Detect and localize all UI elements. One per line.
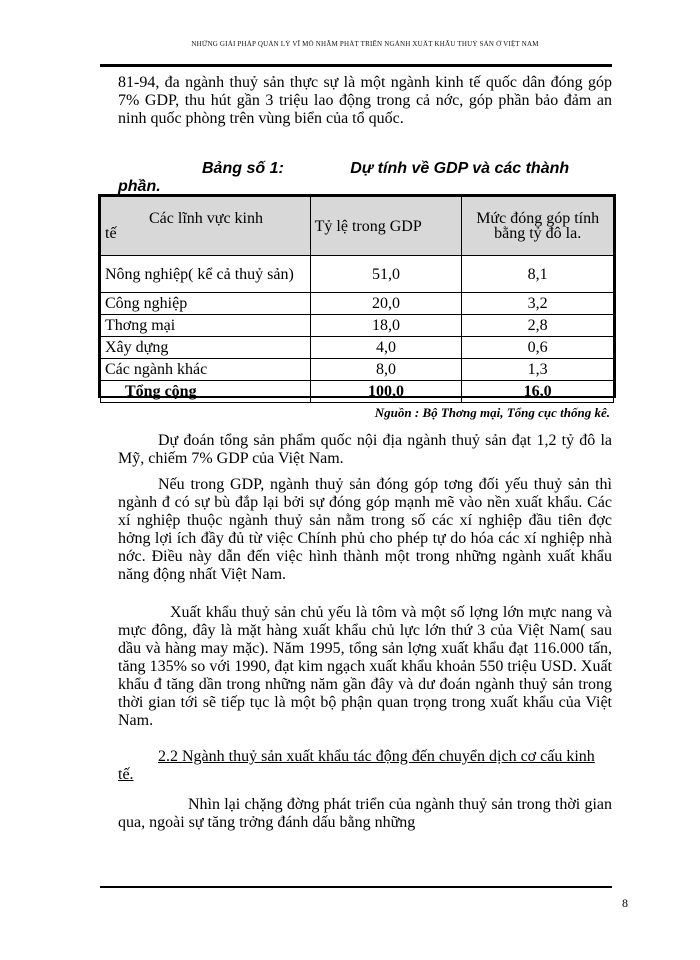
row-share: 8,0 <box>310 359 462 381</box>
paragraph-1: 81-94, đa ngành thuỷ sản thực sự là một ngành kinh tế quốc dân đóng góp 7% GDP, thu hút gần 3 triệu lao động trong cả nớc, góp phần bảo đảm an ninh quốc phòng trên vùng biển của tổ quốc. <box>118 74 612 127</box>
table-title-prefix: Bảng số 1: <box>202 160 284 177</box>
footer-rule <box>100 886 612 888</box>
table-title-continued: phần. <box>118 178 161 195</box>
total-value: 16,0 <box>462 381 614 403</box>
row-value: 8,1 <box>462 256 614 293</box>
paragraph-4: Xuất khẩu thuỷ sản chủ yếu là tôm và một số lợng lớn mực nang và mực đông, đây là mặt hàng xuất khẩu chủ lực lớn thứ 3 của Việt Nam( sau dầu và hàng may mặc). Năm 1995, tổng sản lợng xuất khẩu đạt 116.000 tấn, tăng 135% so với 1990, đạt kim ngạch xuất khẩu khoản 550 triệu USD. Xuất khẩu đ tăng dần trong những năm gần đây và dư đoán ngành thuỷ sản trong thời gian tới sẽ tiếp tục là một bộ phận quan trọng trong xuất khẩu của Việt Nam. <box>118 604 612 729</box>
table-row <box>101 337 614 359</box>
table-row <box>101 256 614 293</box>
table-total-row <box>101 381 614 403</box>
section-heading: 2.2 Ngành thuỷ sản xuất khẩu tác động đến chuyển dịch cơ cấu kinh tế. <box>118 748 595 783</box>
page-number: 8 <box>622 896 628 910</box>
header-sector <box>101 197 311 256</box>
row-value: 2,8 <box>462 315 614 337</box>
row-share: 4,0 <box>310 337 462 359</box>
header-value: Mức đóng góp tính bằng tỷ đô la. <box>462 197 614 256</box>
row-value: 0,6 <box>462 337 614 359</box>
paragraph-3: Nếu trong GDP, ngành thuỷ sản đóng góp tơng đối yếu thuỷ sản thì ngành đ có sự bù đắp lại bởi sự đóng góp mạnh mẽ vào nền xuất khẩu. Các xí nghiệp thuộc ngành thuỷ sản nằm trong số các xí nghiệp đầu tiên đợc hởng lợi ích đầy đủ từ việc Chính phủ cho phép tự do hóa các xí nghiệp nhà nớc. Điều này dẫn đến việc hình thành một trong những ngành xuất khẩu năng động nhất Việt Nam. <box>118 476 612 583</box>
row-sector: Nông nghiệp( kể cả thuỷ sản) <box>101 256 311 293</box>
row-sector: Các ngành khác <box>101 359 311 381</box>
gdp-table <box>100 196 614 403</box>
paragraph-2: Dự đoán tổng sản phẩm quốc nội địa ngành thuỷ sản đạt 1,2 tỷ đô la Mỹ, chiếm 7% GDP của Việt Nam. <box>118 432 612 467</box>
row-sector: Công nghiệp <box>101 293 311 315</box>
running-header: NHỮNG GIẢI PHÁP QUẢN LÝ VĨ MÔ NHẰM PHÁT TRIỂN NGÀNH XUẤT KHẨU THUỶ SẢN Ở VIỆT NAM <box>191 40 539 48</box>
table-title-main: Dự tính về GDP và các thành <box>350 160 570 177</box>
header-share: Tỷ lệ trong GDP <box>310 197 462 256</box>
row-share: 20,0 <box>310 293 462 315</box>
row-share: 18,0 <box>310 315 462 337</box>
header-sector-line1: Các lĩnh vực kinh <box>149 210 263 227</box>
table-source: Nguồn : Bộ Thơng mại, Tổng cục thống kê. <box>374 405 610 420</box>
paragraph-5: Nhìn lại chặng đờng phát triển của ngành thuỷ sản trong thời gian qua, ngoài sự tăng trởng đánh dấu bằng những <box>118 796 612 831</box>
row-value: 1,3 <box>462 359 614 381</box>
total-label: Tổng cộng <box>101 381 311 403</box>
table-row <box>101 293 614 315</box>
header-sector-line2: tế <box>105 225 117 242</box>
total-share: 100,0 <box>310 381 462 403</box>
row-value: 3,2 <box>462 293 614 315</box>
row-sector: Thơng mại <box>101 315 311 337</box>
row-sector: Xây dựng <box>101 337 311 359</box>
table-row <box>101 359 614 381</box>
header-rule <box>100 64 612 67</box>
table-row <box>101 315 614 337</box>
row-share: 51,0 <box>310 256 462 293</box>
table-title <box>118 160 612 178</box>
table-header-row <box>101 197 614 256</box>
